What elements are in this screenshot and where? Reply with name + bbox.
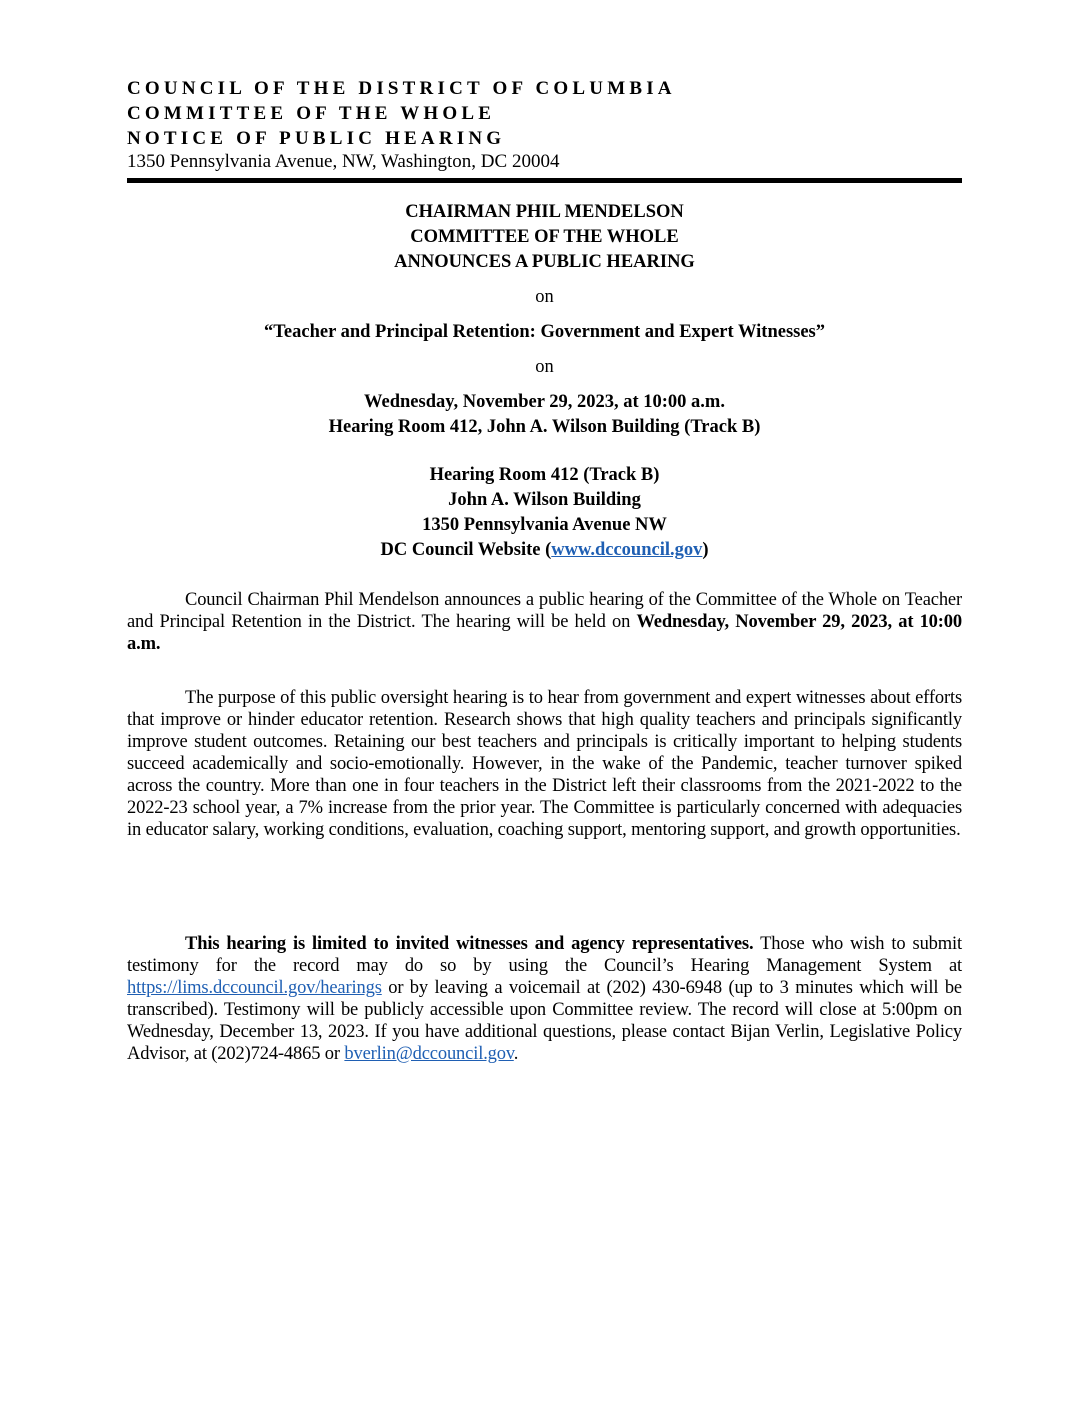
letterhead — [127, 76, 962, 173]
announcement-chairman: CHAIRMAN PHIL MENDELSON — [405, 202, 684, 222]
hearings-link[interactable]: https://lims.dccouncil.gov/hearings — [127, 978, 382, 998]
paragraph-announcement-date: Wednesday, November 29, 2023, at 10:00 a.m. — [127, 612, 962, 654]
hearing-datetime-block — [127, 390, 962, 440]
header-divider — [127, 178, 962, 183]
letterhead-committee: COMMITTEE OF THE WHOLE — [127, 103, 496, 124]
email-link[interactable]: bverlin@dccouncil.gov — [344, 1044, 514, 1064]
location-room: Hearing Room 412 (Track B) — [429, 465, 660, 485]
hearing-title: “Teacher and Principal Retention: Government and Expert Witnesses” — [264, 322, 825, 342]
paragraph-testimony — [127, 933, 962, 1065]
letterhead-council: COUNCIL OF THE DISTRICT OF COLUMBIA — [127, 78, 676, 99]
announcement-public-hearing: ANNOUNCES A PUBLIC HEARING — [394, 252, 695, 272]
hearing-datetime: Wednesday, November 29, 2023, at 10:00 a.m. — [364, 392, 725, 412]
paragraph-announcement — [127, 589, 962, 655]
paragraph-announcement-text: Council Chairman Phil Mendelson announces a public hearing of the Committee of the Whole on Teacher and Principal Retention in the District. The hearing will be held on — [127, 590, 962, 632]
letterhead-notice: NOTICE OF PUBLIC HEARING — [127, 128, 506, 149]
location-address: 1350 Pennsylvania Avenue NW — [422, 515, 667, 535]
on-text-2: on — [535, 357, 554, 377]
paragraph-testimony-text1: Those who wish to submit testimony for the record may do so by using the Council’s Hearing Management System at — [127, 934, 963, 976]
on-text-1: on — [535, 287, 554, 307]
announcement-heading — [127, 200, 962, 275]
paragraph-testimony-text3: . — [513, 1044, 519, 1064]
website-link[interactable]: www.dccouncil.gov — [551, 540, 703, 560]
paragraph-testimony-text2: or by leaving a voicemail at (202) 430-6948 (up to 3 minutes which will be transcribed). Testimony will be publicly accessible upon Committee review. The record will close at 5:00pm on Wednesday, December 13, 2023. If you have additional questions, please contact Bijan Verlin, Legislative Policy Advisor, at (202)724-4865 or — [127, 978, 962, 1064]
paragraph-testimony-bold: This hearing is limited to invited witnesses and agency representatives. — [185, 934, 754, 954]
hearing-room: Hearing Room 412, John A. Wilson Building (Track B) — [328, 417, 761, 437]
announcement-committee: COMMITTEE OF THE WHOLE — [410, 227, 679, 247]
location-website — [127, 538, 962, 563]
location-block — [127, 463, 962, 563]
website-prefix: DC Council Website ( — [380, 540, 552, 560]
paragraph-purpose — [127, 687, 962, 841]
website-suffix: ) — [702, 540, 709, 560]
paragraph-purpose-text: The purpose of this public oversight hearing is to hear from government and expert witnesses about efforts that improve or hinder educator retention. Research shows that high quality teachers and principals significantly improve student outcomes. Retaining our best teachers and principals is critically important to helping students succeed academically and socio-emotionally. However, in the wake of the Pandemic, teacher turnover spiked across the country. More than one in four teachers in the District left their classrooms from the 2021-2022 to the 2022-23 school year, a 7% increase from the prior year. The Committee is particularly concerned with adequacies in educator salary, working conditions, evaluation, coaching support, mentoring support, and growth opportunities. — [127, 688, 962, 840]
letterhead-address: 1350 Pennsylvania Avenue, NW, Washington, DC 20004 — [127, 151, 560, 172]
location-building: John A. Wilson Building — [448, 490, 641, 510]
